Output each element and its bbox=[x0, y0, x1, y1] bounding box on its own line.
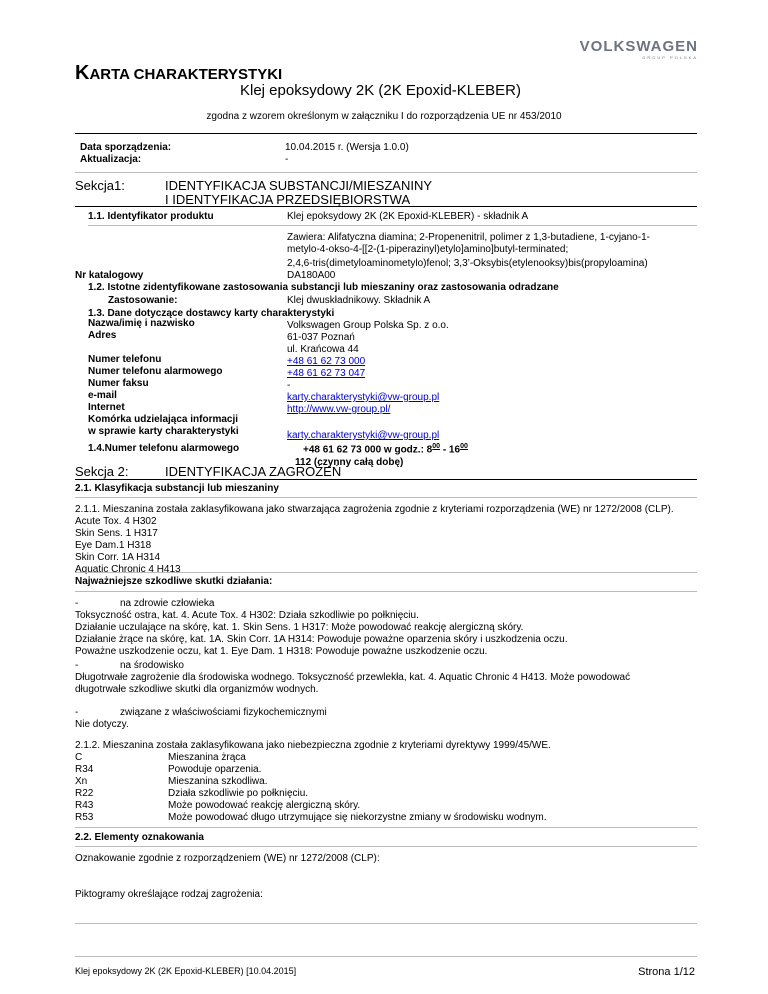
effects-heading: Najważniejsze szkodliwe skutki działania: bbox=[75, 576, 273, 587]
hazard-code: C bbox=[75, 752, 83, 763]
divider bbox=[75, 479, 697, 480]
hazard-desc: Mieszanina szkodliwa. bbox=[168, 776, 268, 787]
product-title: Klej epoksydowy 2K (2K Epoxid-KLEBER) bbox=[240, 82, 521, 99]
info-unit-label-line2: w sprawie karty charakterystyki bbox=[88, 426, 239, 437]
title-initial: K bbox=[75, 62, 90, 84]
hazard-desc: Mieszanina żrąca bbox=[168, 752, 246, 763]
product-identifier-value: Klej epoksydowy 2K (2K Epoxid-KLEBER) - składnik A bbox=[287, 211, 529, 222]
contains-line: metylo-4-okso-4-[[2-(1-piperazinyl)etylo]amino]butyl-terminated; bbox=[287, 244, 569, 255]
created-label: Data sporządzenia: bbox=[80, 142, 172, 153]
section2-label: Sekcja 2: bbox=[75, 464, 129, 479]
address-label: Adres bbox=[88, 330, 117, 341]
emergency-phone-value: +48 61 62 73 000 w godz.: $8^{00} - 16^{00}$ bbox=[303, 443, 468, 456]
supplier-name-value: Volkswagen Group Polska Sp. z o.o. bbox=[287, 320, 449, 331]
emergency-phone-label: 1.4.Numer telefonu alarmowego bbox=[88, 443, 240, 454]
section1-title-line1: IDENTYFIKACJA SUBSTANCJI/MIESZANINY bbox=[165, 178, 433, 193]
divider bbox=[88, 225, 697, 226]
created-value: 10.04.2015 r. (Wersja 1.0.0) bbox=[285, 142, 409, 153]
health-effects: Toksyczność ostra, kat. 4. Acute Tox. 4 H302: Działa szkodliwie po połknięciu. Działanie uczulające na skórę, kat. 1. Skin Sens. 1 H317: Może powodować reakcję alergiczną skóry. Działanie żrące na skórę, kat. 1A. Skin Corr. 1A H314: Powoduje poważne oparzenia skóry i uszkodzenia oczu. Poważne uszkodzenie oczu, kat 1. Eye Dam. 1 H318: Powoduje poważne uszkodzenie oczu. bbox=[75, 610, 568, 657]
divider bbox=[75, 172, 697, 173]
health-heading: na zdrowie człowieka bbox=[120, 598, 215, 609]
phys-heading: związane z właściwościami fizykochemicznymi bbox=[120, 707, 327, 718]
env-dash: - bbox=[75, 660, 79, 671]
address-line: ul. Krańcowa 44 bbox=[287, 344, 359, 355]
internet-label: Internet bbox=[88, 402, 125, 413]
hazard-desc: Może powodować reakcję alergiczną skóry. bbox=[168, 800, 361, 811]
alarm-phone-label: Numer telefonu alarmowego bbox=[88, 366, 223, 377]
divider bbox=[75, 846, 697, 847]
divider bbox=[75, 133, 697, 134]
hazard-code: Xn bbox=[75, 776, 88, 787]
subsection-1-2: 1.2. Istotne zidentyfikowane zastosowania substancji lub mieszaniny oraz zastosowania odradzane bbox=[88, 282, 559, 293]
divider bbox=[75, 497, 697, 498]
supplier-name-label: Nazwa/imię i nazwisko bbox=[88, 318, 195, 329]
emergency-phone-24h: 112 (czynny całą dobę) bbox=[295, 457, 404, 468]
catalog-label: Nr katalogowy bbox=[75, 270, 144, 281]
logo-subtext: GROUP POLSKA bbox=[642, 55, 698, 60]
hazard-desc: Może powodować długo utrzymujące się niekorzystne zmiany w środowisku wodnym. bbox=[168, 812, 547, 823]
fax-value: - bbox=[287, 380, 291, 391]
clp-labeling-line: Oznakowanie zgodnie z rozporządzeniem (WE) nr 1272/2008 (CLP): bbox=[75, 853, 380, 864]
directive-classification: 2.1.2. Mieszanina została zaklasyfikowana jako niebezpieczna zgodnie z kryteriami dyrektywy 1999/45/WE. bbox=[75, 740, 551, 751]
section1-label: Sekcja1: bbox=[75, 178, 125, 193]
subsection-2-2: 2.2. Elementy oznakowania bbox=[75, 832, 204, 843]
product-identifier-label: 1.1. Identyfikator produktu bbox=[88, 211, 214, 222]
internet-link[interactable]: http://www.vw-group.pl/ bbox=[287, 404, 391, 415]
health-dash: - bbox=[75, 598, 79, 609]
fax-label: Numer faksu bbox=[88, 378, 149, 389]
divider bbox=[75, 206, 697, 207]
pictograms-line: Piktogramy określające rodzaj zagrożenia: bbox=[75, 889, 263, 900]
env-effects: Długotrwałe zagrożenie dla środowiska wodnego. Toksyczność przewlekła, kat. 4. Aquatic Chronic 4 H413. Może powodować długotrwałe szkodliwe skutki dla organizmów wodnych. bbox=[75, 672, 631, 695]
title-rest: ARTA CHARAKTERYSTYKI bbox=[89, 66, 283, 83]
info-unit-email-link[interactable]: karty.charakterystyki@vw-group.pl bbox=[287, 430, 440, 441]
email-label: e-mail bbox=[88, 390, 117, 401]
document-subtitle: zgodna z wzorem określonym w załączniku I do rozporządzenia UE nr 453/2010 bbox=[206, 111, 562, 122]
hazard-desc: Działa szkodliwie po połknięciu. bbox=[168, 788, 309, 799]
footer-document-name: Klej epoksydowy 2K (2K Epoxid-KLEBER) [10.04.2015] bbox=[75, 966, 297, 976]
contains-line: Zawiera: Alifatyczna diamina; 2-Propenenitril, polimer z 1,3-butadiene, 1-cyjano-1- bbox=[287, 232, 650, 243]
updated-label: Aktualizacja: bbox=[80, 154, 142, 165]
updated-value: - bbox=[285, 154, 289, 165]
divider bbox=[75, 572, 697, 573]
hazard-desc: Powoduje oparzenia. bbox=[168, 764, 262, 775]
subsection-2-1: 2.1. Klasyfikacja substancji lub mieszaniny bbox=[75, 483, 279, 494]
section1-title-line2: I IDENTYFIKACJA PRZEDSIĘBIORSTWA bbox=[165, 192, 411, 207]
section2-title: IDENTYFIKACJA ZAGROŻEŃ bbox=[165, 464, 342, 479]
env-heading: na środowisko bbox=[120, 660, 184, 671]
subsection-1-3: 1.3. Dane dotyczące dostawcy karty charakterystyki bbox=[88, 308, 335, 319]
contains-line: 2,4,6-tris(dimetyloaminometylo)fenol; 3,3’-Oksybis(etylenooksy)bis(propyloamina) bbox=[287, 258, 648, 269]
phone-label: Numer telefonu bbox=[88, 354, 162, 365]
phone-value[interactable]: +48 61 62 73 000 bbox=[287, 356, 366, 367]
usage-label: Zastosowanie: bbox=[108, 295, 178, 306]
usage-value: Klej dwuskładnikowy. Składnik A bbox=[287, 295, 431, 306]
phys-dash: - bbox=[75, 707, 79, 718]
hazard-code: R22 bbox=[75, 788, 94, 799]
footer-divider bbox=[75, 956, 697, 957]
volkswagen-logo bbox=[580, 38, 698, 60]
divider bbox=[75, 827, 697, 828]
address-line: 61-037 Poznań bbox=[287, 332, 355, 343]
hazard-code: R34 bbox=[75, 764, 94, 775]
divider bbox=[75, 591, 697, 592]
info-unit-label-line1: Komórka udzielająca informacji bbox=[88, 414, 239, 425]
catalog-value: DA180A00 bbox=[287, 270, 336, 281]
phys-effects: Nie dotyczy. bbox=[75, 719, 129, 730]
footer-page-number: Strona 1/12 bbox=[638, 966, 695, 978]
hazard-code: R53 bbox=[75, 812, 94, 823]
logo-text: VOLKSWAGEN bbox=[579, 38, 698, 55]
hazard-code: R43 bbox=[75, 800, 94, 811]
alarm-phone-value[interactable]: +48 61 62 73 047 bbox=[287, 368, 366, 379]
email-link[interactable]: karty.charakterystyki@vw-group.pl bbox=[287, 392, 440, 403]
classification-text: 2.1.1. Mieszanina została zaklasyfikowana jako stwarzająca zagrożenia zgodnie z kryteriami rozporządzenia (WE) nr 1272/2008 (CLP). Acute Tox. 4 H302 Skin Sens. 1 H317 Eye Dam.1 H318 Skin Corr. 1A H314 Aquatic Chronic 4 H413 bbox=[75, 504, 674, 575]
divider bbox=[75, 923, 697, 924]
